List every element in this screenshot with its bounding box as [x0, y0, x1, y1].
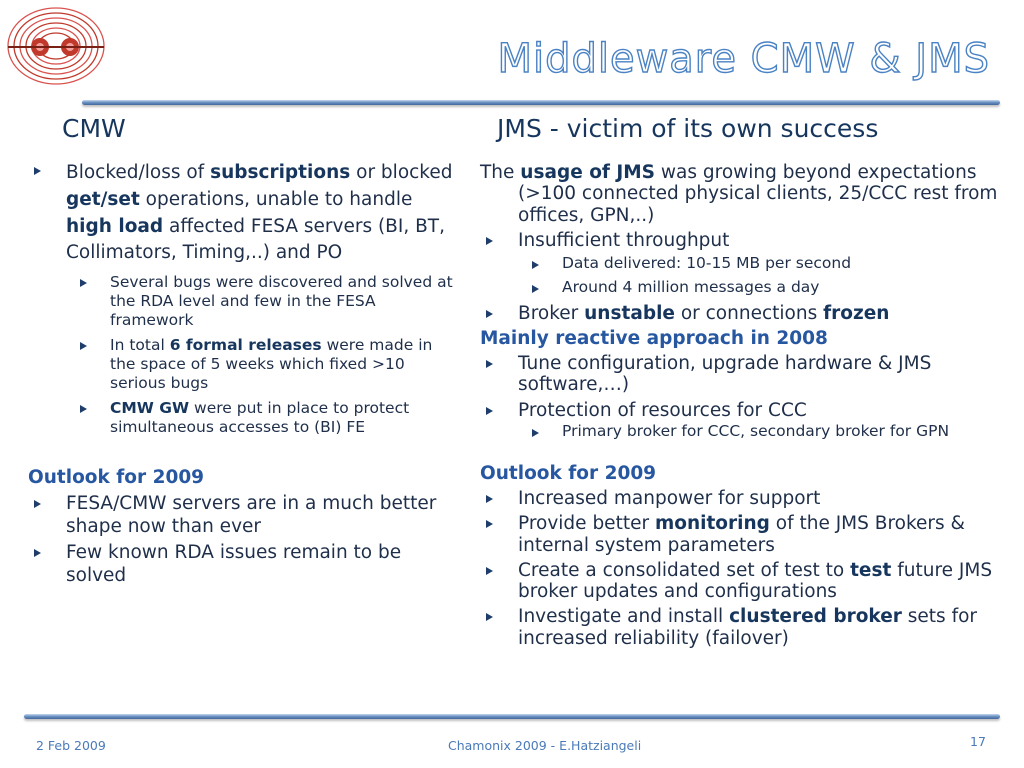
bullet-arrow-icon [34, 167, 41, 175]
cmw-bullet-blocked: Blocked/loss of subscriptions or blocked get/set operations, unable to handle high load affected FESA servers (BI, BT, Collimators, Timing,..) and PO [28, 160, 460, 267]
jms-column [480, 162, 1016, 653]
jms-heading: JMS - victim of its own success [497, 114, 879, 143]
jms-tune: Tune configuration, upgrade hardware & JMS software,…) [480, 353, 1016, 396]
cmw-sub-bugs: Several bugs were discovered and solved at the RDA level and few in the FESA framework [28, 273, 460, 330]
footer-divider [24, 714, 1000, 719]
bullet-arrow-icon [532, 285, 539, 293]
bullet-arrow-icon [486, 613, 493, 621]
cmw-outlook-item: Few known RDA issues remain to be solved [28, 542, 460, 587]
jms-outlook-item: Provide better monitoring of the JMS Brokers & internal system parameters [480, 513, 1016, 556]
jms-usage-intro: The usage of JMS was growing beyond expectations (>100 connected physical clients, 25/CCC rest from offices, GPN,..) [480, 162, 998, 226]
bullet-arrow-icon [34, 500, 41, 508]
bullet-arrow-icon [80, 342, 87, 350]
bullet-arrow-icon [486, 495, 493, 503]
lhc-logo [4, 4, 108, 88]
cmw-outlook-item: FESA/CMW servers are in a much better shape now than ever [28, 493, 460, 538]
bullet-arrow-icon [34, 549, 41, 557]
footer-author: Chamonix 2009 - E.Hatziangeli [448, 738, 642, 753]
bullet-arrow-icon [80, 405, 87, 413]
jms-outlook-item: Create a consolidated set of test to test future JMS broker updates and configurations [480, 560, 1016, 603]
jms-protection: Protection of resources for CCC [480, 400, 1016, 421]
cmw-heading: CMW [62, 114, 126, 143]
jms-throughput-sub: Data delivered: 10-15 MB per second [480, 255, 1016, 273]
title-divider [82, 100, 1000, 105]
bullet-arrow-icon [486, 407, 493, 415]
jms-protection-sub: Primary broker for CCC, secondary broker for GPN [480, 423, 1016, 441]
jms-broker: Broker unstable or connections frozen [480, 303, 1016, 324]
bullet-arrow-icon [486, 310, 493, 318]
cmw-column [28, 160, 460, 591]
jms-outlook-item: Increased manpower for support [480, 488, 1016, 509]
bullet-arrow-icon [486, 567, 493, 575]
cmw-outlook-heading: Outlook for 2009 [28, 466, 205, 488]
footer-date: 2 Feb 2009 [36, 738, 106, 753]
cmw-sub-releases: In total 6 formal releases were made in the space of 5 weeks which fixed >10 serious bugs [28, 336, 460, 393]
cmw-sub-gateway: CMW GW were put in place to protect simultaneous accesses to (BI) FE [28, 399, 460, 437]
jms-outlook-heading: Outlook for 2009 [480, 462, 657, 484]
page-number: 17 [970, 734, 986, 749]
jms-throughput: Insufficient throughput [480, 230, 1016, 251]
bullet-arrow-icon [486, 360, 493, 368]
bullet-arrow-icon [486, 520, 493, 528]
jms-throughput-sub: Around 4 million messages a day [480, 279, 1016, 297]
bullet-arrow-icon [532, 429, 539, 437]
bullet-arrow-icon [532, 261, 539, 269]
bullet-arrow-icon [80, 279, 87, 287]
jms-reactive: Mainly reactive approach in 2008 [480, 327, 828, 349]
bullet-arrow-icon [486, 237, 493, 245]
slide-title: Middleware CMW & JMS [497, 36, 990, 82]
jms-outlook-item: Investigate and install clustered broker sets for increased reliability (failover) [480, 606, 1016, 649]
